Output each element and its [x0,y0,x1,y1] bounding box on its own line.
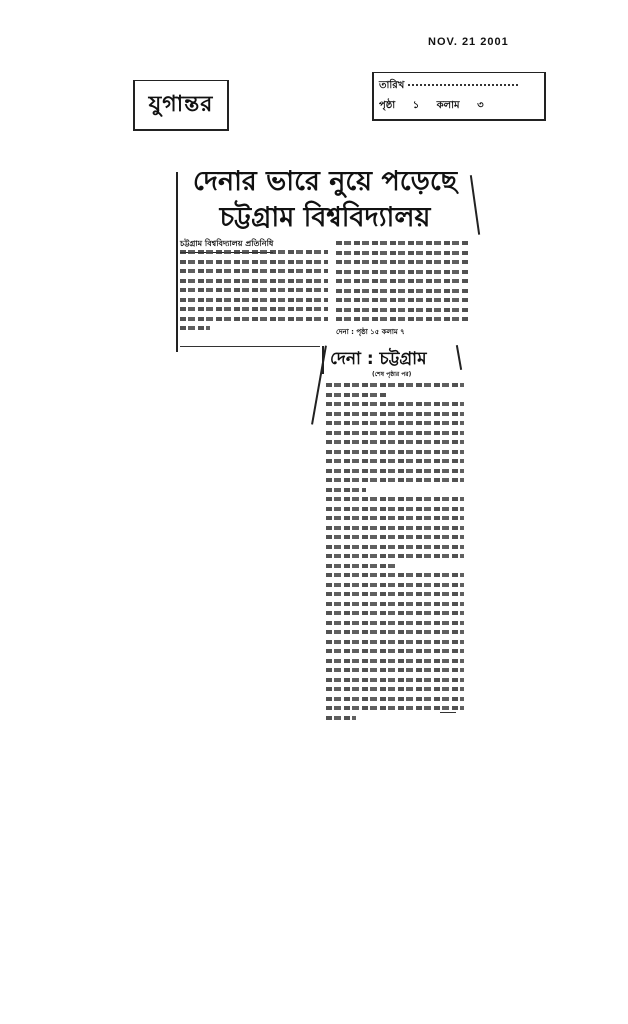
continuation-subtitle: (শেষ পৃষ্ঠার পর) [372,371,412,378]
clip-edge-left [176,172,178,352]
reference-stamp-box [372,72,546,121]
continuation-column [326,383,464,725]
article-column-2 [336,241,470,327]
date-label: তারিখ [379,80,405,91]
dotted-line [408,84,518,86]
end-mark [440,712,456,713]
continuation-title: দেনা : চট্টগ্রাম [322,346,433,374]
clip-edge-right-2 [456,345,462,370]
clip-edge-left-2 [311,345,326,424]
page-label: পৃষ্ঠা [379,100,396,111]
headline-line-2: চট্টগ্রাম বিশ্ববিদ্যালয় [219,202,431,233]
column-label: কলাম [436,100,460,111]
divider [180,346,320,347]
newspaper-name-box [133,80,229,131]
column-value: ৩ [477,100,484,111]
byline: চট্টগ্রাম বিশ্ববিদ্যালয় প্রতিনিধি [180,238,273,253]
jump-line: দেনা : পৃষ্ঠা ১৫ কলাম ৭ [336,328,405,336]
headline [180,164,470,236]
newspaper-name: যুগান্তর [148,91,214,117]
page-value: ১ [412,100,420,111]
date-stamp: NOV. 21 2001 [428,36,509,48]
article-column-1 [180,250,328,336]
clip-edge-right [470,175,480,235]
headline-line-1: দেনার ভারে নুয়ে পড়েছে [192,166,458,197]
